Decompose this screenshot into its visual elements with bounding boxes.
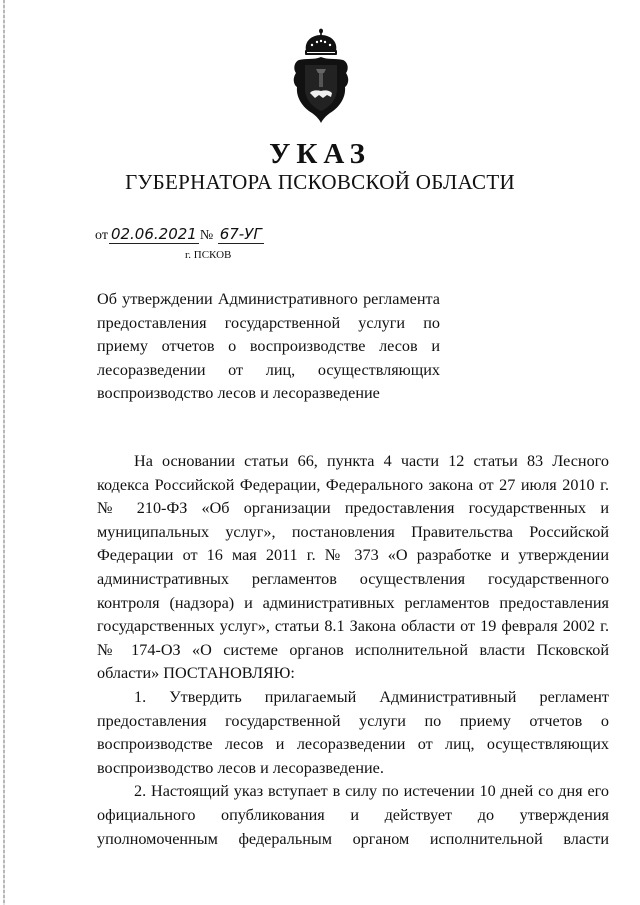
city-label: г. ПСКОВ — [185, 249, 232, 261]
scan-edge-artifact — [3, 0, 5, 905]
document-subtitle: ГУБЕРНАТОРА ПСКОВСКОЙ ОБЛАСТИ — [125, 170, 515, 194]
date-number-line — [95, 225, 265, 245]
date-value: 02.06.2021 — [110, 225, 197, 243]
paragraph-item-2: 2. Настоящий указ вступает в силу по истечении 10 дней со дня его официального опубликования и действует до утверждения уполномоченным федеральным органом исполнительной власти — [97, 782, 609, 848]
paragraph-item-1: 1. Утвердить прилагаемый Административный регламент предоставления государственной услуги по приему отчетов о воспроизводстве лесов и лесоразведении от лиц, осуществляющих воспроизводство лесов и лесоразведение. — [97, 687, 609, 777]
number-value: 67-УГ — [219, 225, 262, 243]
document-body — [97, 450, 609, 851]
paragraph-preamble: На основании статьи 66, пункта 4 части 12 статьи 83 Лесного кодекса Российской Федерации, Федерального закона от 27 июля 2010 г. № 210-ФЗ «Об организации предоставления государственных и муниципальных услуг», постановления Правительства Российской Федерации от 16 мая 2011 г. № 373 «О разработке и утверждении административных регламентов осуществления государственного контроля (надзора) и административных регламентов предоставления государственных услуг», статьи 8.1 Закона области от 19 февраля 2002 г. № 174-ОЗ «О системе органов исполнительной власти Псковской области» ПОСТАНОВЛЯЮ: — [97, 452, 609, 683]
number-prefix: № — [199, 228, 214, 243]
document-title: УКАЗ — [269, 138, 371, 170]
document-subject: Об утверждении Административного регламента предоставления государственной услуги по приему отчетов о воспроизводстве лесов и лесоразведении от лиц, осуществляющих воспроизводство лесов и лесоразведение — [97, 290, 440, 403]
pskov-coat-of-arms-icon — [290, 27, 352, 125]
date-prefix: от — [95, 228, 108, 243]
